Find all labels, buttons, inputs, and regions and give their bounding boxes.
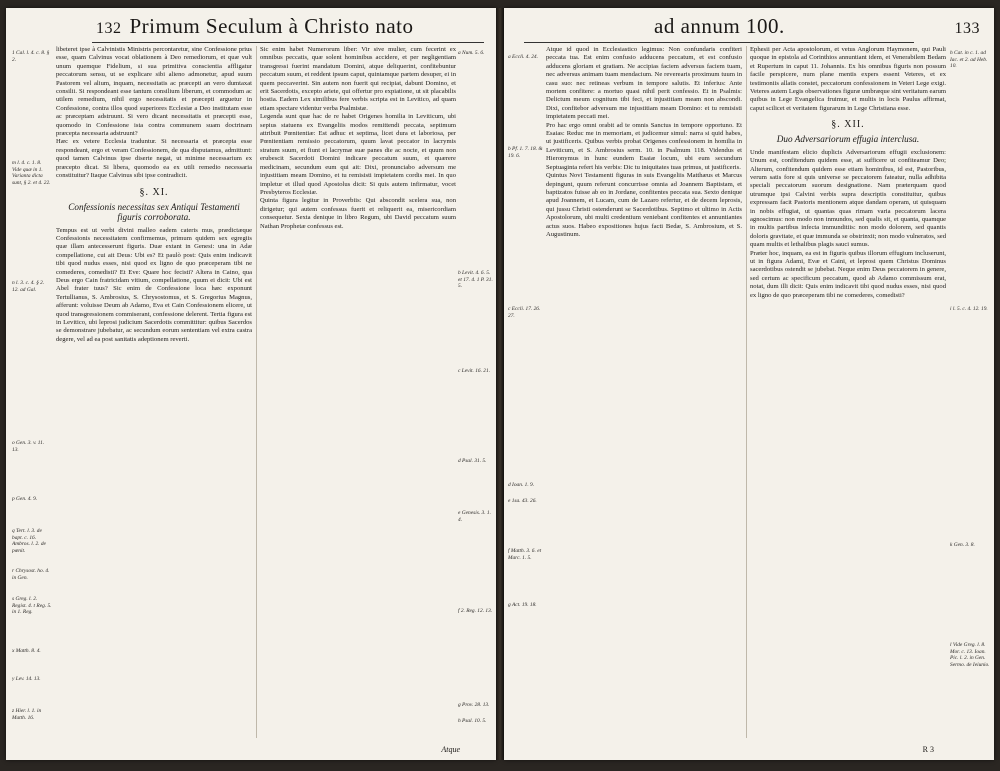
right-running-head bbox=[654, 14, 980, 42]
right-page bbox=[504, 8, 994, 760]
margin-note: a Eccli. 4. 24. bbox=[508, 54, 538, 60]
paragraph: Atque id quod in Ecclesiastico legimus: Non confundaris confiteri peccata tua. Est enim confusio adducens peccatum, et est confusio adducens gloriam et gratiam. Ne accipias faciem adversus faciem tuam, nec adversus animam tuam mendacium. Ne reverearis proximum tuum in casu suo: nec retineas verbum in tempore salutis. Et inferius: Ante mortem confitere: a mortuo quasi nihil perit confessio. Et in Psalmis: Delictum meum cognitum tibi feci, et injustitiam meam non abscondi. Dixi, confitebor adversum me injustitiam meam Domino: et tu remisisti impietatem peccati mei. bbox=[546, 46, 742, 121]
left-column-1 bbox=[56, 46, 252, 738]
right-inner-margin-notes bbox=[508, 48, 544, 738]
left-column-2 bbox=[260, 46, 456, 738]
margin-note: g Act. 19. 18. bbox=[508, 602, 537, 608]
margin-note: h Cat. in c. 1. ad Iac. et 2. ad Heb. 10. bbox=[950, 50, 988, 70]
margin-note: f Matth. 3. 6. et Marc. 1. 5. bbox=[508, 548, 542, 561]
paragraph: Hæc ex vetere Ecclesia traduntur. Si necessaria et præcepta esse respondeant, ergo et veram Confessionem, de qua disputamus, admittunt: quod tamen Calvinus ipse diserte negat, ut minime necessarium ex præcepto dicat. Si libera, quomodo ea ex utili remedio necessaria constituitur? Itaque Calvinus sibi ipse contradicit. bbox=[56, 138, 252, 180]
margin-note: b Pf. 1. 7. 18. & 19. 6. bbox=[508, 146, 543, 159]
margin-note: e Genesis. 3. 1. 4. bbox=[458, 510, 491, 523]
margin-note: z Hier. l. 1. in Matth. 16. bbox=[12, 708, 42, 721]
margin-note: d Ioan. 1. 9. bbox=[508, 482, 535, 488]
left-inner-margin-notes bbox=[458, 48, 494, 738]
left-folio: 132 bbox=[96, 20, 122, 37]
paragraph: Sic enim habet Numerorum liber: Vir sive mulier, cum fecerint ex omnibus peccatis, quæ solent hominibus accidere, et per negligentiam transgressi fuerint mandatum Domini, atque deliquerint, confitebuntur peccatum suum, et reddent ipsum caput, quintamque partem desuper, ei in quem peccaverint. Sin autem non fuerit qui recipiat, dabunt Domino, et erit Sacerdotis, excepto ariete, qui offertur pro expiatione, ut sit placabilis hostia. Eadem Lex similibus fere verbis scripta est in Levitico, ad quam etiam spectare videntur verba Psalmistæ. bbox=[260, 46, 456, 112]
paragraph: Præter hoc, inquam, ea est in figuris quibus illorum effugium incluserunt, ut in figura Adami, Evæ et Caini, et leprosi quem Christus Dominus sacerdotibus ostendit se jubebat. Neque enim Deus peccatorem in genere, sed certum ac specificum peccatum, quod ab Adamo commissum erat, notat, dum illi dicit: Quis enim indicavit tibi quod nudus esses, nisi quod ex ligno de quo præceperam tibi ne comederes, comedisti? bbox=[750, 249, 946, 299]
paragraph: Pro hac ergo omni orabit ad te omnis Sanctus in tempore opportuno. Et Esaias: Reduc me in memoriam, et judicemur simul: narra si quid habes, ut justificeris. Quibus verbis probat Origenes confessionem in homilia in Leviticum, et S. Ambrosius serm. 10. in Psalmum 118. Videndus et Hieronymus in hunc eundem Esaiæ locum, ubi eum secundum Septuaginta refert his verbis: Dic tu iniquitates tuas primus, ut justificeris. bbox=[546, 121, 742, 171]
section-number: §. XI. bbox=[139, 186, 169, 198]
book-gutter bbox=[496, 8, 504, 760]
margin-note: h Psal. 10. 5. bbox=[458, 718, 487, 724]
margin-note: o Gen. 3. v. 11. 13. bbox=[12, 440, 45, 453]
margin-note: 1 Cal. l. 4. c. 8. § 2. bbox=[12, 50, 50, 63]
right-column-1 bbox=[546, 46, 742, 738]
margin-note: q Tert. l. 3. de bapt. c. 16. Ambros. l. 2. de pœnit. bbox=[12, 528, 46, 554]
margin-note: c Levit. 16. 21. bbox=[458, 368, 491, 374]
margin-note: n l. 3. c. 4. § 2. 12. ad Gal. bbox=[12, 280, 45, 293]
paragraph: Tempus est ut verbi divini malleo eadem cateris mus, prædictæque Confessionis necessitatem confirmemus, primum quidem sex egregiis quæ illam antecesserunt figuris. Duæ extant in Genesi: una in Adæ compellatione, cui ait Deus: Ubi es? Et paulò post: Quis enim indicavit tibi quod nudus esses, nisi quod ex ligno de quo præceperam tibi ne comederes, comedisti? Et Eve: Quare hoc fecisti? Altera in Caino, qua Deus ergo Cain fratricidam vitium, compellatione, quum ei dicit: Ubi est Abel frater tuus? Sic enim de Confessione loca hæc exponunt Tertullianus, S. Ambrosius, S. Chrysostomus, et S. Gregorius Magnus, afferunt: voluisse Deum ab Adamo, Eva et Cain Confessionem elicere, ut quod transgressionem commiserant, confessione delerent. Tertia figura est in Levitico, ubi leprosi judicium Sacerdotis committitur: quibus Sacerdos se demonstrare jubebatur, ac secundum eorum sententiam vel extra castra degere, vel ad ea post sanitatis adeptionem reverti. bbox=[56, 226, 252, 343]
paragraph: Unde manifestam elicio duplicis Adversariorum effugii exclusionem: Unum est, confitendum quidem esse, at sufficere ut confiteamur Deo; Alterum, confitendum quidem esse etiam hominibus, id est, Pastoribus, verum satis fore si quis universe se peccatorem fateatur, nulla adhibita speciali peccatorum suorum designatione. Nam præterquam quod utrumque ipsi Calvini verbis supra descriptis constituitur, quibus expressam facit Pastoris mentionem atque dandam operam, ut quisquam in nobis effugiat, ut quantas quas rimam varia peccatorum lacera agnoscimus: non modo non inmundos, sed qualis sit, et quanta, quamque in multis partibus infecta immunditiis: non modo dolorem, sed quantis doloris gravitate, et quæ immunda se obstrinxit; non modo vulneratos, sed quam multis et lethalibus plagis sauci sumus. bbox=[750, 148, 946, 249]
left-outer-margin-notes bbox=[12, 48, 52, 738]
margin-note: y Lev. 14. 13. bbox=[12, 676, 41, 682]
catchword: Atque bbox=[441, 745, 460, 754]
section-heading: Confessionis necessitas sex Antiqui Testamenti figuris corroborata. bbox=[68, 201, 240, 222]
right-folio: 133 bbox=[954, 20, 980, 37]
left-running-head bbox=[96, 14, 484, 42]
margin-note: e 1sa. 43. 26. bbox=[508, 498, 537, 504]
paragraph: Quintus Novi Testamenti figuras in suis Evangeliis Matthæus et Marcus depingunt, quum referunt concurrisse omnia ad Joannem Baptistam, et baptizatos fuisse ab eo in Jordane, confitentes peccata sua. Sexto denique apud Joannem, et Lucam, cum de Lazaro refertur, et de decem leprosis, qui jussu Christi ostenderunt se Sacerdotibus. Septimo et ultimo in Actis Apostolorum, ubi multi credentium veniebant confitentes et annuntiantes actus suos. Habeo expositiones hujus facti Bedæ, S. Ambrosium, et S. Augustinum. bbox=[546, 172, 742, 238]
paragraph: libeteret ipse à Calvinistis Ministris percontaretur, sine Confessione prius esse, quam Calvinus vocat oblationem à Deo remediorum, et quæ vult unum quemque Fidelium, si sua primitiva conscientia affligatur peccatorum sensu, ut se explicare sibi alieno admonetur, apud suum Pastorem vel alium, inquam, necessitatis ac præcepti an vero dumtaxat consilii. Si respondeant esse tantum consilium liberum, et commodum ac utilem remedium, nihil ergo necessitatis et præcepti arguetur in Confessione, contra illos quod superiores Ecclesiæ a Deo institutam esse ac præceptam adstruunt. Si vero dicant necessitatis et præcepti esse, quomodo in Confessione ista contra communem suam doctrinam præcepta necessaria adstruunt? bbox=[56, 46, 252, 138]
section-number: §. XII. bbox=[831, 119, 865, 131]
right-column-2 bbox=[750, 46, 946, 738]
paragraph: Legenda sunt quæ hac de re habet Origenes homilia in Leviticum, ubi sepius statuens ex Evangeliis modos remittendi peccata, septimum attribuit Pœnitentiæ: Est adhuc et septima, licet dura et laboriosa, per Pœnitentiam remissio peccatorum, quum lavat peccator in lacrymis stratum suum, et fiunt ei lacrymæ suæ panes die ac nocte, et quum non erubescit Sacerdoti Domini indicare peccatum suum, et quærere medicinam, secundum eum qui ait: Dixi, pronunciabo adversum me injustitiam meam Domino, et tu remisisti impietatem cordis mei. In quo impletur et illud quod Apostolus dicit: Si quis autem infirmatur, vocet Presbyteros Ecclesiæ. bbox=[260, 113, 456, 196]
margin-note: f 2. Reg. 12. 13. bbox=[458, 608, 493, 614]
left-running-head-title: Primum Seculum à Christo nato bbox=[129, 14, 414, 38]
margin-note: g Prov. 28. 13. bbox=[458, 702, 490, 708]
paragraph: Ephesii per Acta apostolorum, et vetus Anglorum Haymonem, qui Pauli quoque in epistola ad Corinthios annuntiant idem, et Venerabilem Bedam et Rupertum in caput 11. Johannis. Ex his omnibus figuris non possum facile perspicere, num plane mentis expers essent Veteres, et ex testimoniis allatis constet, peccatorum confessionem in Veteri Lege exigi. Veteres autem Legis observationes figuræ umbræque sint veritatum earum quibus in Lege Evangelica fruimur, et multis in locis Paulus affirmat, caput scilicet et veritatem figurarum in Lege Christiana esse. bbox=[750, 46, 946, 112]
column-divider bbox=[256, 46, 257, 738]
margin-note: p Gen. 4. 9. bbox=[12, 496, 38, 502]
margin-note: i l. 5. c. 4. 12. 19. bbox=[950, 306, 988, 312]
margin-note: x Matth. 8. 4. bbox=[12, 648, 41, 654]
margin-note: m l. 4. c. 1. 8. Vide quæ in 1. Varianta dicta sunt, § 2. et 4. 22. bbox=[12, 160, 51, 186]
margin-note: b Levit. 4. 6. 5. et 17. 4. 1 P. 31. 5. bbox=[458, 270, 493, 290]
margin-note: d Psal. 31. 5. bbox=[458, 458, 487, 464]
left-page bbox=[6, 8, 496, 760]
margin-note: l Vide Greg. l. 8. Mor. c. 13. Ioan. Pic. l. 2. in Gen. Sermo. de Ieiunio. bbox=[950, 642, 990, 668]
right-outer-margin-notes bbox=[950, 48, 990, 738]
section-heading: Duo Adversariorum effugia interclusa. bbox=[776, 134, 920, 145]
margin-note: k Gen. 3. 8. bbox=[950, 542, 975, 548]
margin-note: s Greg. l. 2. Regist. 4. t Reg. 5. in 1. Reg. bbox=[12, 596, 52, 616]
margin-note: c Eccli. 17. 26. 27. bbox=[508, 306, 541, 319]
paragraph: Quinta figura legitur in Proverbiis: Qui abscondit scelera sua, non dirigetur; qui autem confessus fuerit et reliquerit ea, misericordiam consequetur. Sexta denique in libro Regum, ubi David peccatum suum Nathan Prophetæ confessus est. bbox=[260, 197, 456, 230]
right-head-rule bbox=[524, 42, 914, 43]
right-running-head-title: ad annum 100. bbox=[654, 14, 785, 38]
margin-note: r Chrysost. ho. 4. in Gen. bbox=[12, 568, 50, 581]
column-divider bbox=[746, 46, 747, 738]
left-head-rule bbox=[92, 42, 484, 43]
margin-note: a Num. 5. 6. bbox=[458, 50, 485, 56]
signature-mark: R 3 bbox=[922, 745, 934, 754]
